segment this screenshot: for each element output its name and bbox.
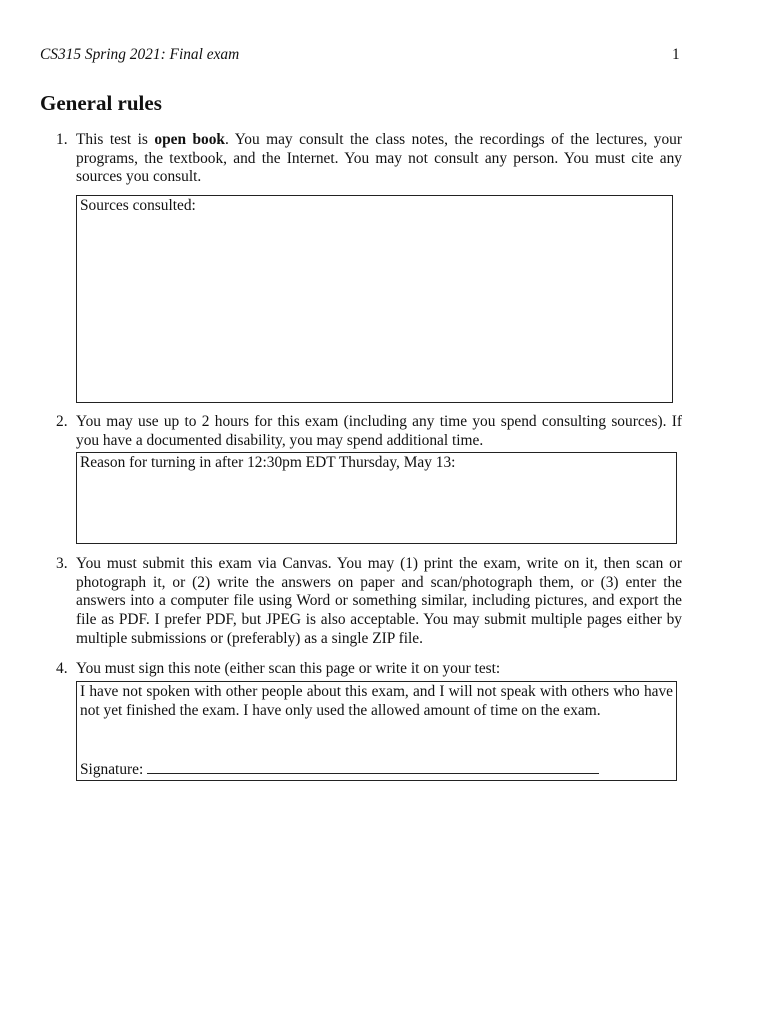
item-number: 1.: [56, 131, 68, 148]
rule-item-open-book: [56, 131, 682, 187]
running-header-title: CS315 Spring 2021: Final exam: [40, 46, 240, 63]
item-text: [76, 131, 682, 187]
item-text-rest: . You may consult the class notes, the recordings of the lectures, your programs, the textbook, and the Internet. You may not consult any person. You must cite any sources you consult.: [76, 131, 682, 186]
sources-consulted-label: Sources consulted:: [80, 197, 196, 214]
item-text: You must submit this exam via Canvas. You may (1) print the exam, write on it, then scan or photograph it, or (2) write the answers on paper and scan/photograph them, or (3) enter the answers into a computer file using Word or something similar, including pictures, and export the file as PDF. I prefer PDF, but JPEG is also acceptable. You may submit multiple pages either by multiple submissions or (preferably) as a single ZIP file.: [76, 555, 682, 647]
item-text-bold: open book: [154, 131, 225, 148]
signature-row: [80, 759, 599, 780]
late-reason-label: Reason for turning in after 12:30pm EDT Thursday, May 13:: [80, 454, 456, 471]
section-title: General rules: [40, 91, 162, 115]
item-number: 4.: [56, 660, 68, 677]
item-number: 2.: [56, 413, 68, 430]
honor-pledge-box: [76, 681, 677, 781]
sources-consulted-box[interactable]: [76, 195, 673, 403]
item-text-lead: This test is: [76, 131, 155, 148]
signature-line[interactable]: [147, 759, 599, 774]
page-number: 1: [672, 46, 680, 63]
rule-item-time-limit: [56, 413, 682, 450]
pledge-text: I have not spoken with other people about this exam, and I will not speak with others who have not yet finished the exam. I have only used the allowed amount of time on the exam.: [80, 683, 673, 719]
late-reason-box[interactable]: [76, 452, 677, 544]
item-text: You must sign this note (either scan this page or write it on your test:: [76, 660, 501, 677]
signature-label: Signature:: [80, 761, 144, 778]
item-text: You may use up to 2 hours for this exam (including any time you spend consulting sources). If you have a documented disability, you may spend additional time.: [76, 413, 682, 449]
item-number: 3.: [56, 555, 68, 572]
rule-item-sign-note: [56, 660, 682, 679]
rule-item-submission: [56, 555, 682, 649]
